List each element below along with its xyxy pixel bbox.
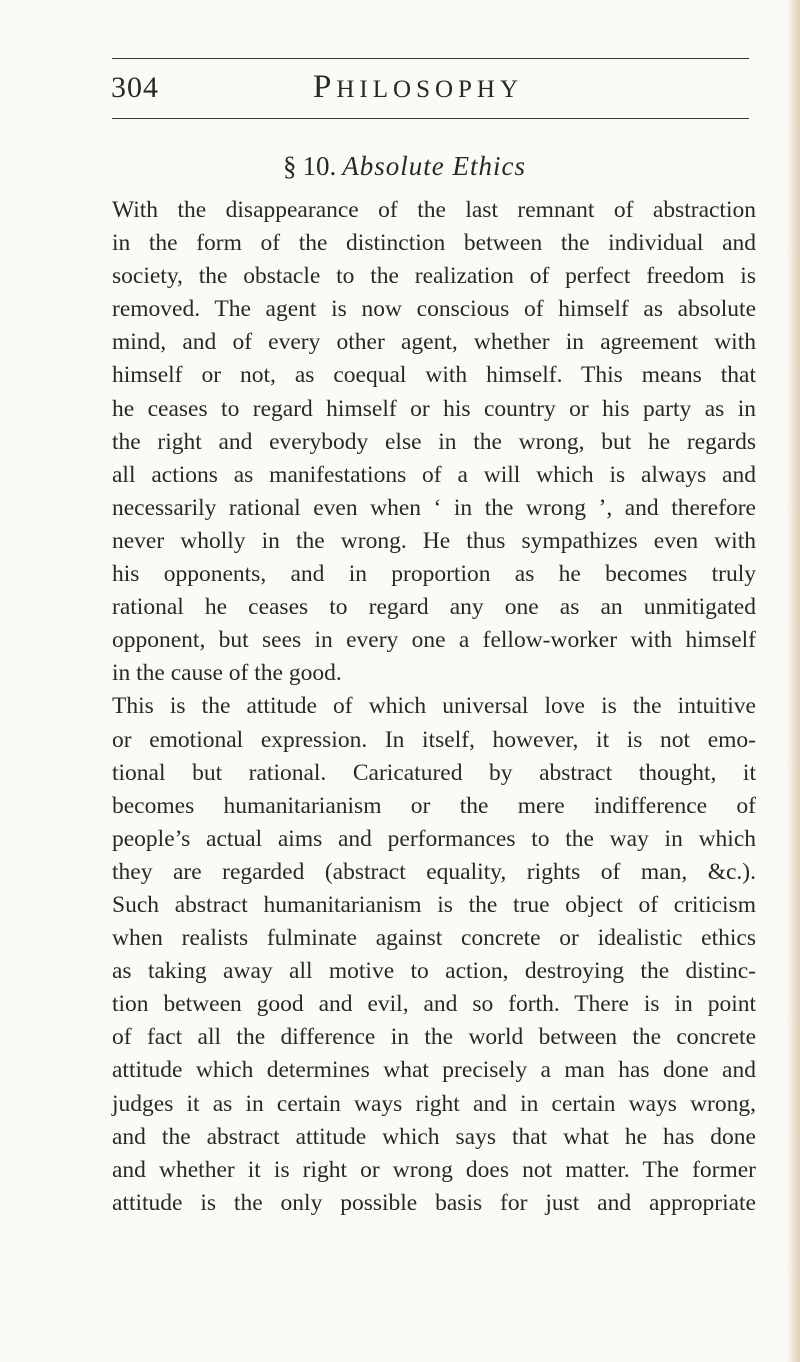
text-line: attitude which determines what precisely a man has done and <box>112 1057 756 1084</box>
text-line: opponent, but sees in every one a fellow-worker with himself <box>112 627 756 654</box>
body-text <box>112 194 756 1220</box>
section-heading <box>283 148 526 184</box>
text-line: his opponents, and in proportion as he becomes truly <box>112 561 756 588</box>
section-number: 10. <box>302 151 337 181</box>
text-line: rational he ceases to regard any one as an unmitigated <box>112 594 756 621</box>
text-line: becomes humanitarianism or the mere indifference of <box>112 792 756 819</box>
section-title: Absolute Ethics <box>342 151 526 181</box>
page-edge-shadow <box>786 0 800 1362</box>
running-head: PHILOSOPHY <box>313 69 524 105</box>
text-line: and whether it is right or wrong does not matter. The former <box>112 1156 756 1183</box>
text-line: necessarily rational even when ‘ in the wrong ’, and therefore <box>112 494 756 521</box>
text-line: all actions as manifestations of a will which is always and <box>112 461 756 488</box>
text-line: tion between good and evil, and so forth. There is in point <box>112 991 756 1018</box>
text-line: This is the attitude of which universal love is the intuitive <box>112 693 756 720</box>
text-line: they are regarded (abstract equality, rights of man, &c.). <box>112 858 756 885</box>
header-top-rule <box>112 58 749 59</box>
text-line: of fact all the difference in the world between the concrete <box>112 1024 756 1051</box>
text-line: attitude is the only possible basis for just and appropriate <box>112 1189 756 1216</box>
text-line: Such abstract humanitarianism is the true object of criticism <box>112 891 756 918</box>
header-bottom-rule <box>112 118 749 119</box>
text-line: the right and everybody else in the wrong, but he regards <box>112 428 756 455</box>
text-line: in the form of the distinction between the individual and <box>112 230 756 257</box>
section-symbol: § <box>283 151 297 181</box>
text-line: mind, and of every other agent, whether in agreement with <box>112 329 756 356</box>
text-line: or emotional expression. In itself, however, it is not emo- <box>112 726 756 753</box>
text-line: himself or not, as coequal with himself. This means that <box>112 362 756 389</box>
text-line: With the disappearance of the last remnant of abstraction <box>112 197 756 223</box>
text-line: as taking away all motive to action, destroying the distinc- <box>112 958 756 985</box>
text-line: in the cause of the good. <box>112 660 342 687</box>
text-line: tional but rational. Caricatured by abstract thought, it <box>112 759 756 786</box>
text-line: and the abstract attitude which says that what he has done <box>112 1123 756 1150</box>
text-line: people’s actual aims and performances to the way in which <box>112 825 756 852</box>
text-line: removed. The agent is now conscious of himself as absolute <box>112 296 756 323</box>
text-line: judges it as in certain ways right and in certain ways wrong, <box>112 1090 756 1117</box>
text-line: society, the obstacle to the realization of perfect freedom is <box>112 263 756 290</box>
text-line: he ceases to regard himself or his country or his party as in <box>112 395 756 422</box>
text-line: never wholly in the wrong. He thus sympathizes even with <box>112 527 756 554</box>
page-number: 304 <box>111 71 159 104</box>
text-line: when realists fulminate against concrete or idealistic ethics <box>112 925 756 952</box>
